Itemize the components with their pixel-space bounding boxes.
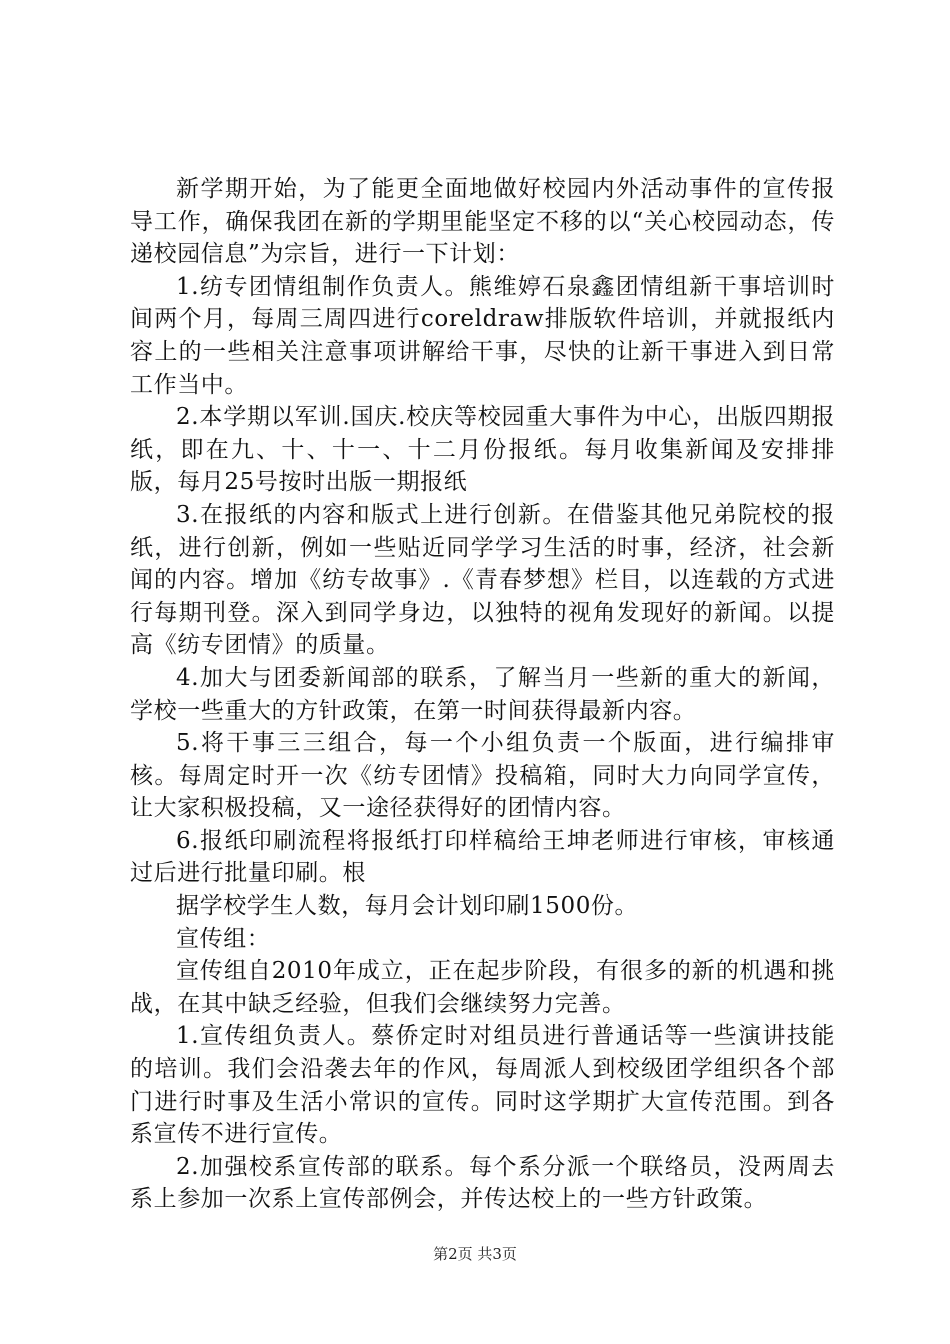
- paragraph-publicity-item-1: 1.宣传组负责人。蔡侨定时对组员进行普通话等一些演讲技能的培训。我们会沿袭去年的作风，每周派人到校级团学组织各个部门进行时事及生活小常识的宣传。同时这学期扩大宣传范围。到各系宣传不进行宣传。: [130, 1023, 835, 1148]
- page-footer: 第2页 共3页: [433, 1245, 517, 1263]
- paragraph-item-4: 4.加大与团委新闻部的联系，了解当月一些新的重大的新闻，学校一些重大的方针政策，在第一时间获得最新内容。: [130, 664, 835, 724]
- paragraph-publicity-item-2: 2.加强校系宣传部的联系。每个系分派一个联络员，没两周去系上参加一次系上宣传部例会，并传达校上的一些方针政策。: [130, 1153, 835, 1213]
- paragraph-item-6: 6.报纸印刷流程将报纸打印样稿给王坤老师进行审核，审核通过后进行批量印刷。根: [130, 827, 835, 887]
- document-body: [130, 173, 835, 1216]
- paragraph-item-1: 1.纺专团情组制作负责人。熊维婷石泉鑫团情组新干事培训时间两个月，每周三周四进行coreldraw排版软件培训，并就报纸内容上的一些相关注意事项讲解给干事，尽快的让新干事进入到日常工作当中。: [130, 273, 835, 398]
- paragraph-item-3: 3.在报纸的内容和版式上进行创新。在借鉴其他兄弟院校的报纸，进行创新，例如一些贴近同学学习生活的时事，经济，社会新闻的内容。增加《纺专故事》.《青春梦想》栏目，以连载的方式进行每期刊登。深入到同学身边，以独特的视角发现好的新闻。以提高《纺专团情》的质量。: [130, 501, 835, 659]
- paragraph-item-2: 2.本学期以军训.国庆.校庆等校园重大事件为中心，出版四期报纸，即在九、十、十一、十二月份报纸。每月收集新闻及安排排版，每月25号按时出版一期报纸: [130, 404, 835, 496]
- paragraph-publicity-intro: 宣传组自2010年成立，正在起步阶段，有很多的新的机遇和挑战，在其中缺乏经验，但我们会继续努力完善。: [130, 958, 835, 1017]
- paragraph-item-5: 5.将干事三三组合，每一个小组负责一个版面，进行编排审核。每周定时开一次《纺专团情》投稿箱，同时大力向同学宣传，让大家积极投稿，又一途径获得好的团情内容。: [130, 730, 835, 822]
- paragraph-item-6-continued: 据学校学生人数，每月会计划印刷1500份。: [176, 893, 639, 920]
- section-heading-publicity: 宣传组：: [176, 925, 271, 952]
- paragraph-intro: 新学期开始，为了能更全面地做好校园内外活动事件的宣传报导工作，确保我团在新的学期里能坚定不移的以“关心校园动态，传递校园信息”为宗旨，进行一下计划：: [130, 176, 835, 268]
